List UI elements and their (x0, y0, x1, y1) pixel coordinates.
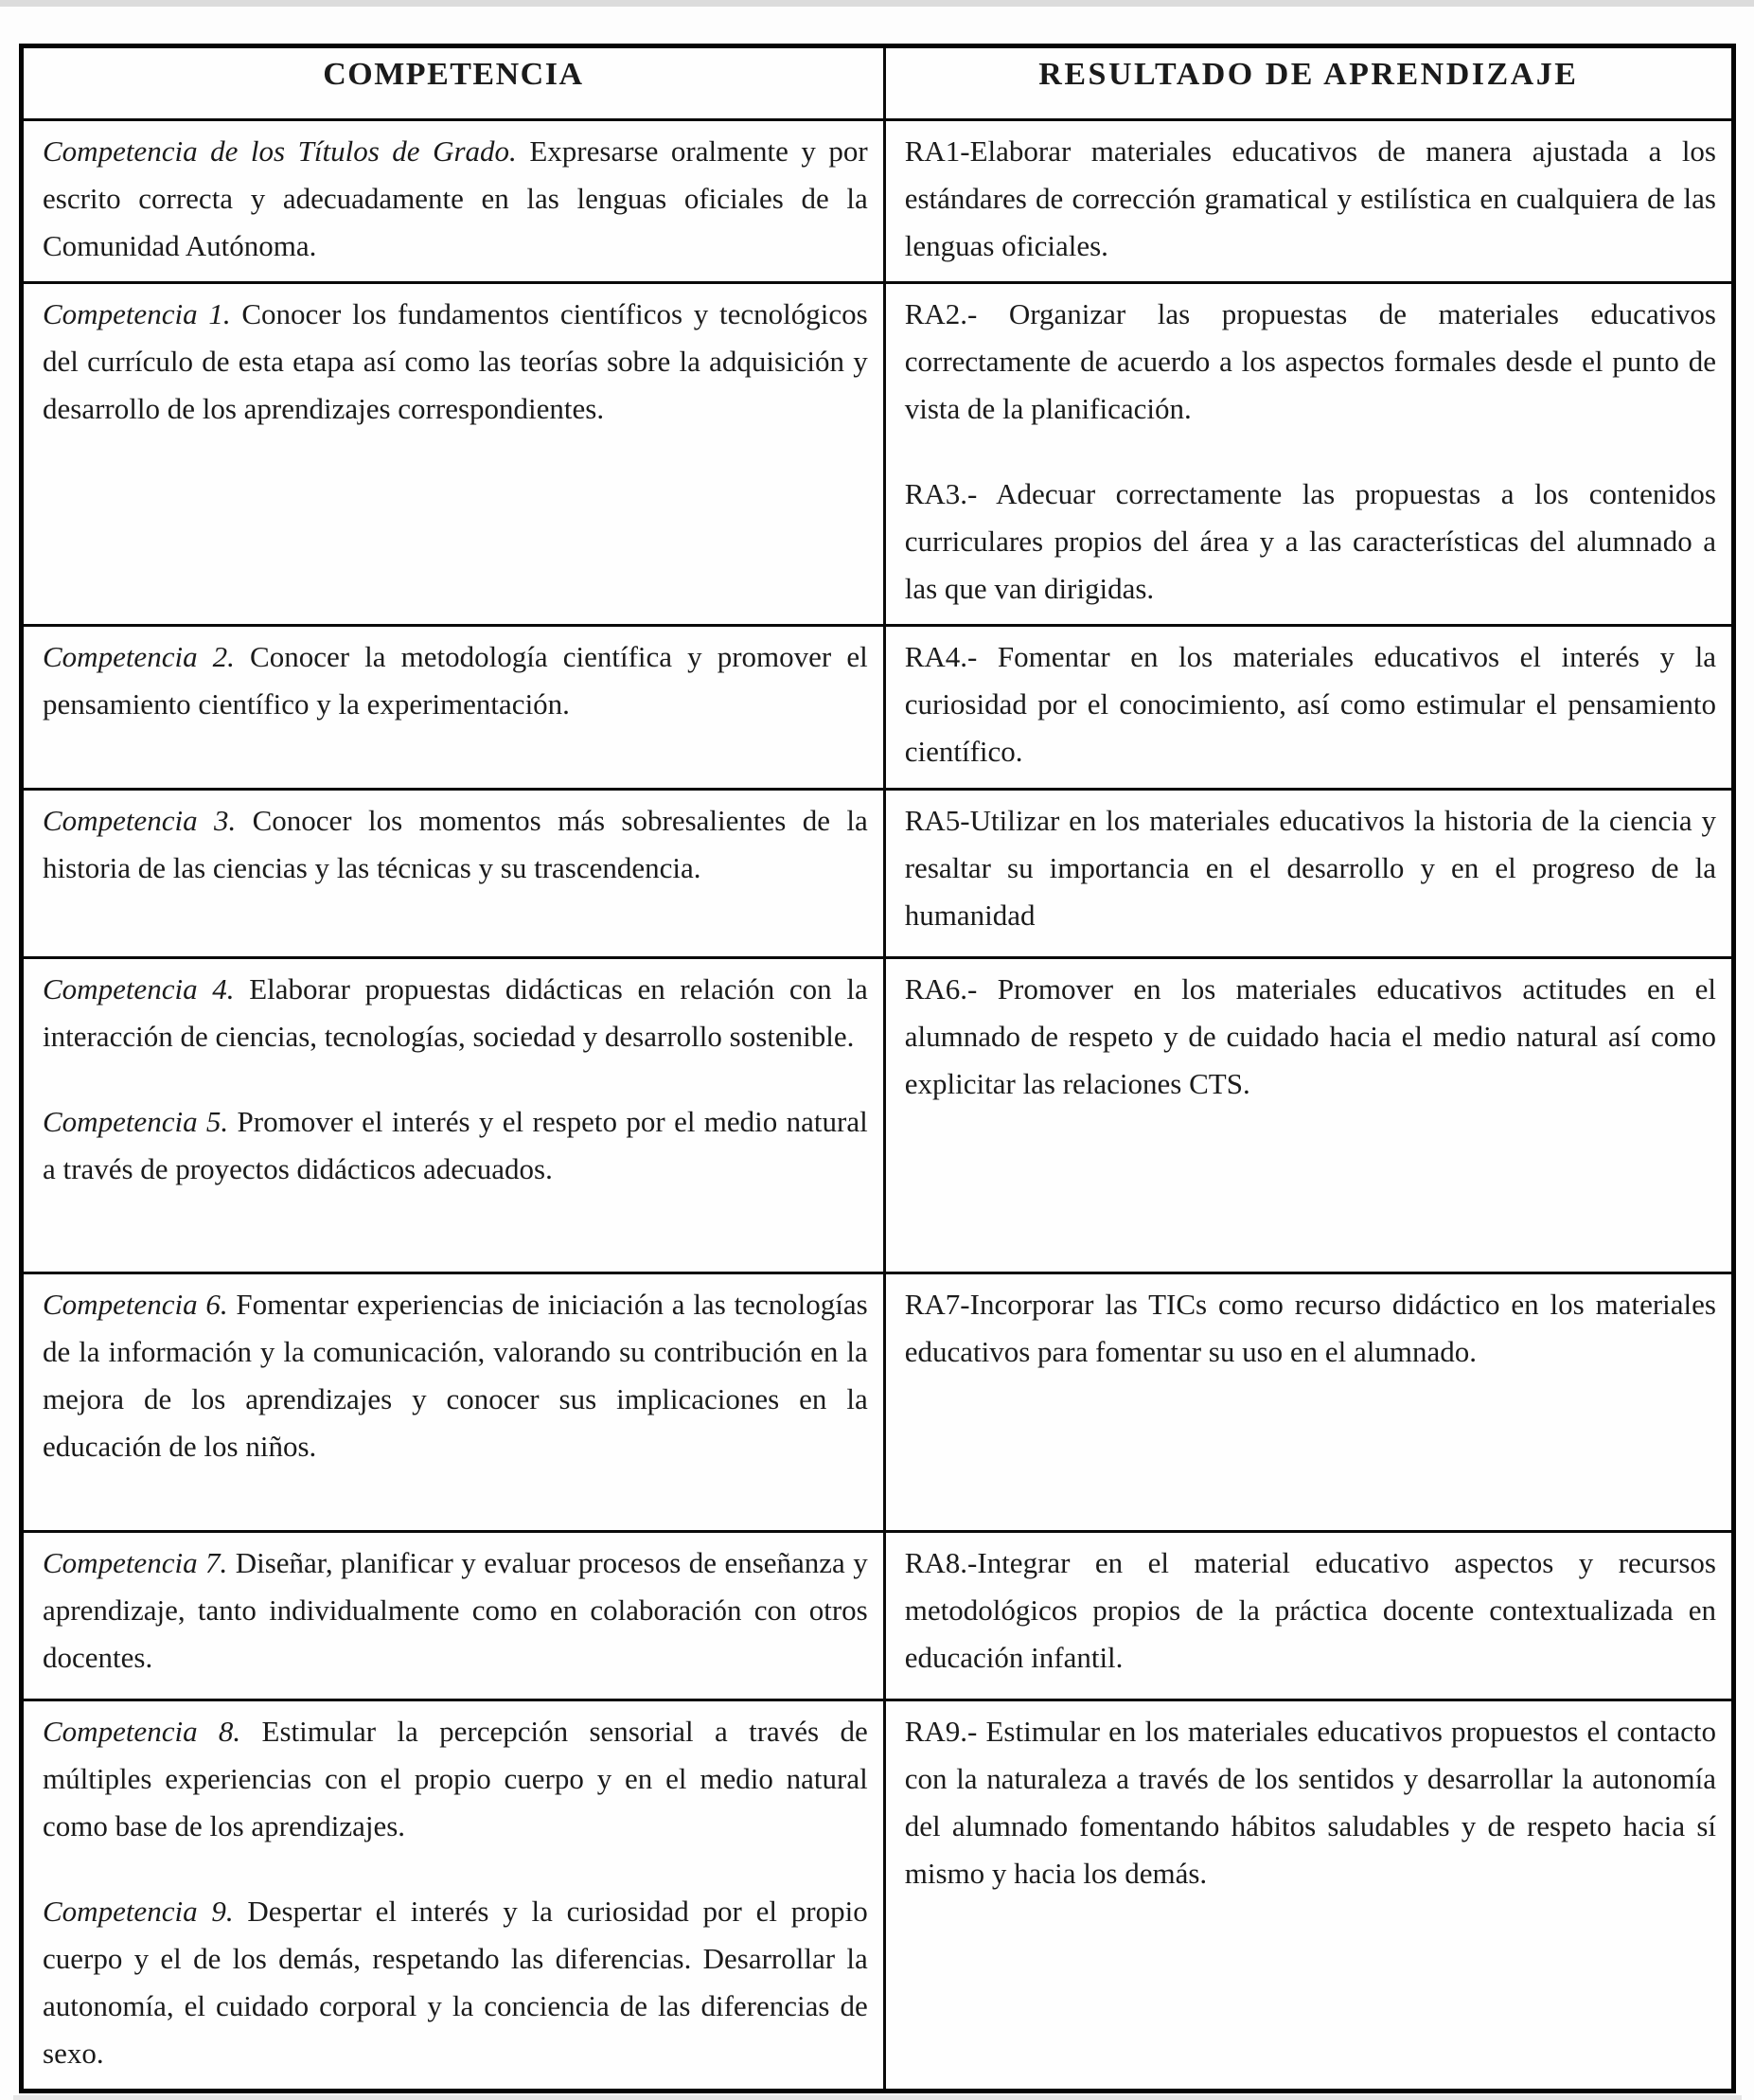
resultado-cell (884, 626, 1733, 790)
resultado-cell (884, 790, 1733, 958)
cell-paragraph: RA2.- Organizar las propuestas de materiales educativos correctamente de acuerdo a los aspectos formales desde el punto de vista de la planificación. (904, 297, 1716, 425)
cell-paragraph: Competencia 8. Estimular la percepción sensorial a través de múltiples experiencias con el propio cuerpo y en el medio natural como base de los aprendizajes. (43, 1715, 868, 1842)
table-row (22, 1700, 1734, 2091)
competencia-lead-italic: Competencia 4. (43, 972, 250, 1006)
cell-paragraph: RA3.- Adecuar correctamente las propuestas a los contenidos curriculares propios del área y a las características del alumnado a las que van dirigidas. (904, 477, 1716, 605)
competencia-lead-italic: Competencia de los Títulos de Grado. (43, 134, 530, 168)
table-header (22, 46, 1734, 120)
table-row (22, 283, 1734, 626)
resultado-cell (884, 1700, 1733, 2091)
table-row (22, 1273, 1734, 1532)
competencia-lead-italic: Competencia 5. (43, 1105, 238, 1138)
cell-paragraph: Competencia 4. Elaborar propuestas didácticas en relación con la interacción de ciencias, tecnologías, sociedad y desarrollo sostenible. (43, 972, 868, 1053)
resultado-cell (884, 958, 1733, 1273)
competencia-cell (22, 1700, 885, 2091)
cell-paragraph: Competencia 6. Fomentar experiencias de iniciación a las tecnologías de la información y la comunicación, valorando su contribución en la mejora de los aprendizajes y conocer sus implicaciones en la educación de los niños. (43, 1288, 868, 1463)
competencia-cell (22, 1273, 885, 1532)
competencia-cell (22, 120, 885, 283)
table-row (22, 120, 1734, 283)
competencia-lead-italic: Competencia 1. (43, 297, 242, 330)
competencia-cell (22, 958, 885, 1273)
cell-paragraph: RA4.- Fomentar en los materiales educativos el interés y la curiosidad por el conocimiento, así como estimular el pensamiento científico. (904, 640, 1716, 768)
table-row (22, 1532, 1734, 1700)
competencia-cell (22, 626, 885, 790)
table-row (22, 790, 1734, 958)
table-row (22, 626, 1734, 790)
competencia-lead-italic: Competencia 8. (43, 1715, 262, 1748)
header-row (22, 46, 1734, 120)
scan-edge-top (0, 0, 1754, 7)
cell-paragraph: Competencia 3. Conocer los momentos más sobresalientes de la historia de las ciencias y las técnicas y su trascendencia. (43, 804, 868, 884)
cell-paragraph: RA6.- Promover en los materiales educativos actitudes en el alumnado de respeto y de cuidado hacia el medio natural así como explicitar las relaciones CTS. (904, 972, 1716, 1100)
competencias-table (19, 44, 1736, 2093)
cell-paragraph: RA7-Incorporar las TICs como recurso didáctico en los materiales educativos para fomentar su uso en el alumnado. (904, 1288, 1716, 1368)
cell-paragraph: Competencia 7. Diseñar, planificar y evaluar procesos de enseñanza y aprendizaje, tanto individualmente como en colaboración con otros docentes. (43, 1546, 868, 1674)
scan-shadow-bottom (13, 2095, 1742, 2100)
cell-paragraph: RA5-Utilizar en los materiales educativos la historia de la ciencia y resaltar su importancia en el desarrollo y en el progreso de la humanidad (904, 804, 1716, 932)
resultado-column-header: RESULTADO DE APRENDIZAJE (884, 46, 1733, 120)
resultado-cell (884, 120, 1733, 283)
table-body (22, 120, 1734, 2091)
competencia-cell (22, 790, 885, 958)
competencia-lead-italic: Competencia 6. (43, 1288, 237, 1321)
resultado-cell (884, 1273, 1733, 1532)
cell-paragraph: Competencia 2. Conocer la metodología científica y promover el pensamiento científico y la experimentación. (43, 640, 868, 721)
competencia-lead-italic: Competencia 3. (43, 804, 253, 837)
cell-paragraph: Competencia de los Títulos de Grado. Expresarse oralmente y por escrito correcta y adecuadamente en las lenguas oficiales de la Comunidad Autónoma. (43, 134, 868, 262)
competencia-lead-italic: Competencia 2. (43, 640, 251, 673)
cell-paragraph: Competencia 1. Conocer los fundamentos científicos y tecnológicos del currículo de esta etapa así como las teorías sobre la adquisición y desarrollo de los aprendizajes correspondientes. (43, 297, 868, 425)
table-row (22, 958, 1734, 1273)
competencia-lead-italic: Competencia 7. (43, 1546, 236, 1579)
resultado-cell (884, 283, 1733, 626)
competencia-cell (22, 283, 885, 626)
cell-paragraph: RA8.-Integrar en el material educativo aspectos y recursos metodológicos propios de la práctica docente contextualizada en educación infantil. (904, 1546, 1716, 1674)
cell-paragraph: RA9.- Estimular en los materiales educativos propuestos el contacto con la naturaleza a través de los sentidos y desarrollar la autonomía del alumnado fomentando hábitos saludables y de respeto hacia sí mismo y hacia los demás. (904, 1715, 1716, 1890)
cell-paragraph: Competencia 9. Despertar el interés y la curiosidad por el propio cuerpo y el de los demás, respetando las diferencias. Desarrollar la autonomía, el cuidado corporal y la conciencia de las diferencias de sexo. (43, 1895, 868, 2070)
competencia-lead-italic: Competencia 9. (43, 1895, 248, 1928)
cell-paragraph: RA1-Elaborar materiales educativos de manera ajustada a los estándares de corrección gramatical y estilística en cualquiera de las lenguas oficiales. (904, 134, 1716, 262)
cell-paragraph: Competencia 5. Promover el interés y el respeto por el medio natural a través de proyectos didácticos adecuados. (43, 1105, 868, 1185)
competencia-column-header: COMPETENCIA (22, 46, 885, 120)
resultado-cell (884, 1532, 1733, 1700)
competencia-cell (22, 1532, 885, 1700)
